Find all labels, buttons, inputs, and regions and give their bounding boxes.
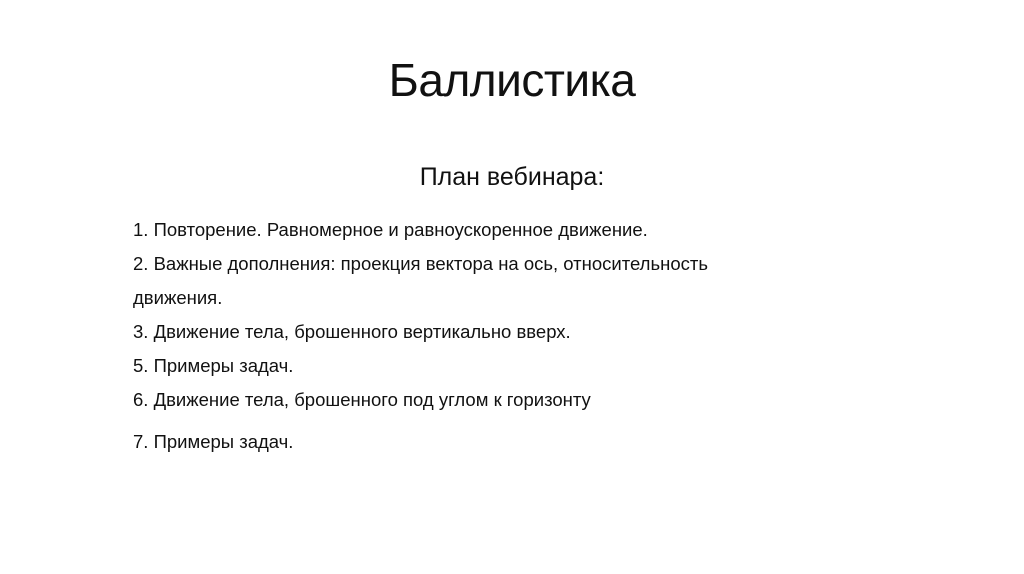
plan-item: 1. Повторение. Равномерное и равноускоренное движение. [133, 219, 648, 240]
plan-item: 6. Движение тела, брошенного под углом к горизонту [133, 389, 591, 410]
webinar-plan-list [133, 213, 853, 459]
plan-item: 3. Движение тела, брошенного вертикально вверх. [133, 321, 571, 342]
plan-item: 2. Важные дополнения: проекция вектора на ось, относительность [133, 253, 708, 274]
plan-item: 5. Примеры задач. [133, 355, 294, 376]
slide-title: Баллистика [388, 54, 636, 106]
slide-subtitle: План вебинара: [419, 163, 605, 191]
plan-item: 7. Примеры задач. [133, 431, 294, 452]
plan-item-continuation: движения. [133, 287, 223, 308]
